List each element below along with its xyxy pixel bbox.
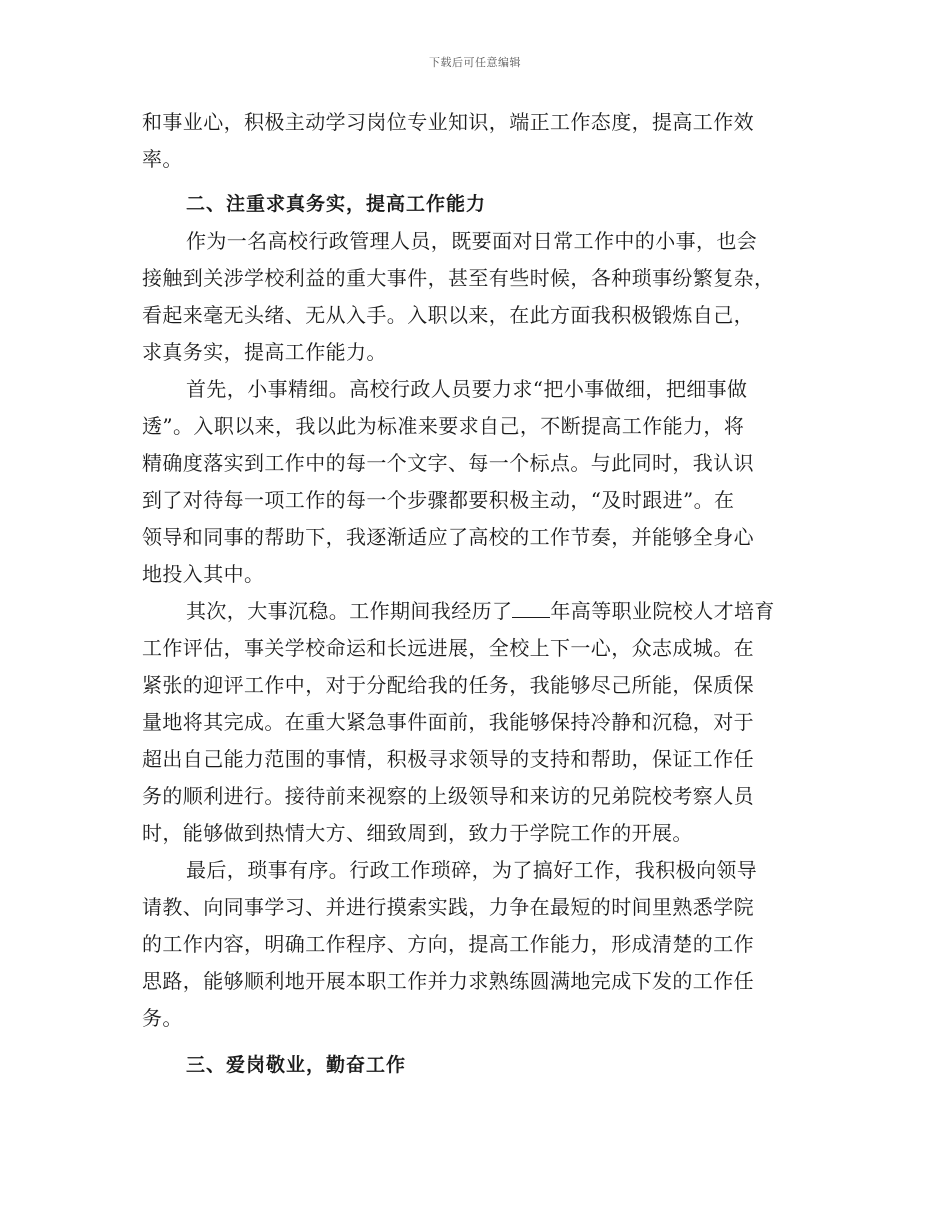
paragraph-line: 请教、向同事学习、并进行摸索实践，力争在最短的时间里熟悉学院: [142, 895, 754, 919]
paragraph-line: 求真务实，提高工作能力。: [142, 340, 387, 364]
paragraph-line: 时，能够做到热情大方、细致周到，致力于学院工作的开展。: [142, 821, 693, 845]
paragraph-line: 到了对待每一项工作的每一个步骤都要积极主动，“及时跟进”。在: [142, 488, 735, 512]
paragraph-text: 年高等职业院校人才培育: [550, 599, 775, 623]
paragraph-line: 工作评估，事关学校命运和长远进展，全校上下一心，众志成城。在: [142, 636, 754, 660]
paragraph-line: 思路，能够顺利地开展本职工作并力求熟练圆满地完成下发的工作任: [142, 969, 754, 993]
paragraph-text: 其次，大事沉稳。工作期间我经历了: [186, 599, 513, 623]
paragraph-line: 作为一名高校行政管理人员，既要面对日常工作中的小事，也会: [186, 229, 758, 253]
paragraph-line: 的工作内容，明确工作程序、方向，提高工作能力，形成清楚的工作: [142, 932, 754, 956]
intro-line: 率。: [142, 147, 183, 171]
intro-line: 和事业心，积极主动学习岗位专业知识，端正工作态度，提高工作效: [142, 110, 754, 134]
paragraph-line: 紧张的迎评工作中，对于分配给我的任务，我能够尽己所能，保质保: [142, 673, 754, 697]
document-body: [142, 104, 814, 1084]
paragraph-line: 领导和同事的帮助下，我逐渐适应了高校的工作节奏，并能够全身心: [142, 525, 754, 549]
paragraph-line: 量地将其完成。在重大紧急事件面前，我能够保持冷静和沉稳，对于: [142, 710, 754, 734]
paragraph-line: 首先，小事精细。高校行政人员要力求“把小事做细，把细事做: [186, 377, 748, 401]
paragraph-line: [142, 593, 814, 630]
page-header: 下载后可任意编辑: [429, 56, 521, 69]
paragraph-line: 超出自己能力范围的事情，积极寻求领导的支持和帮助，保证工作任: [142, 747, 754, 771]
paragraph-line: 最后，琐事有序。行政工作琐碎，为了搞好工作，我积极向领导: [186, 858, 758, 882]
paragraph-line: 接触到关涉学校利益的重大事件，甚至有些时候，各种琐事纷繁复杂，: [142, 266, 775, 290]
paragraph-line: 务。: [142, 1006, 183, 1030]
paragraph-line: 地投入其中。: [142, 562, 265, 586]
section-heading-3: 三、爱岗敬业，勤奋工作: [186, 1054, 407, 1076]
paragraph-line: 看起来毫无头绪、无从入手。入职以来，在此方面我积极锻炼自己，: [142, 303, 754, 327]
section-heading-2: 二、注重求真务实，提高工作能力: [186, 193, 487, 215]
paragraph-line: 精确度落实到工作中的每一个文字、每一个标点。与此同时，我认识: [142, 451, 754, 475]
paragraph-line: 透”。入职以来，我以此为标准来要求自己，不断提高工作能力，将: [142, 414, 745, 438]
fill-in-blank: [512, 599, 550, 618]
paragraph-line: 务的顺利进行。接待前来视察的上级领导和来访的兄弟院校考察人员: [142, 784, 754, 808]
